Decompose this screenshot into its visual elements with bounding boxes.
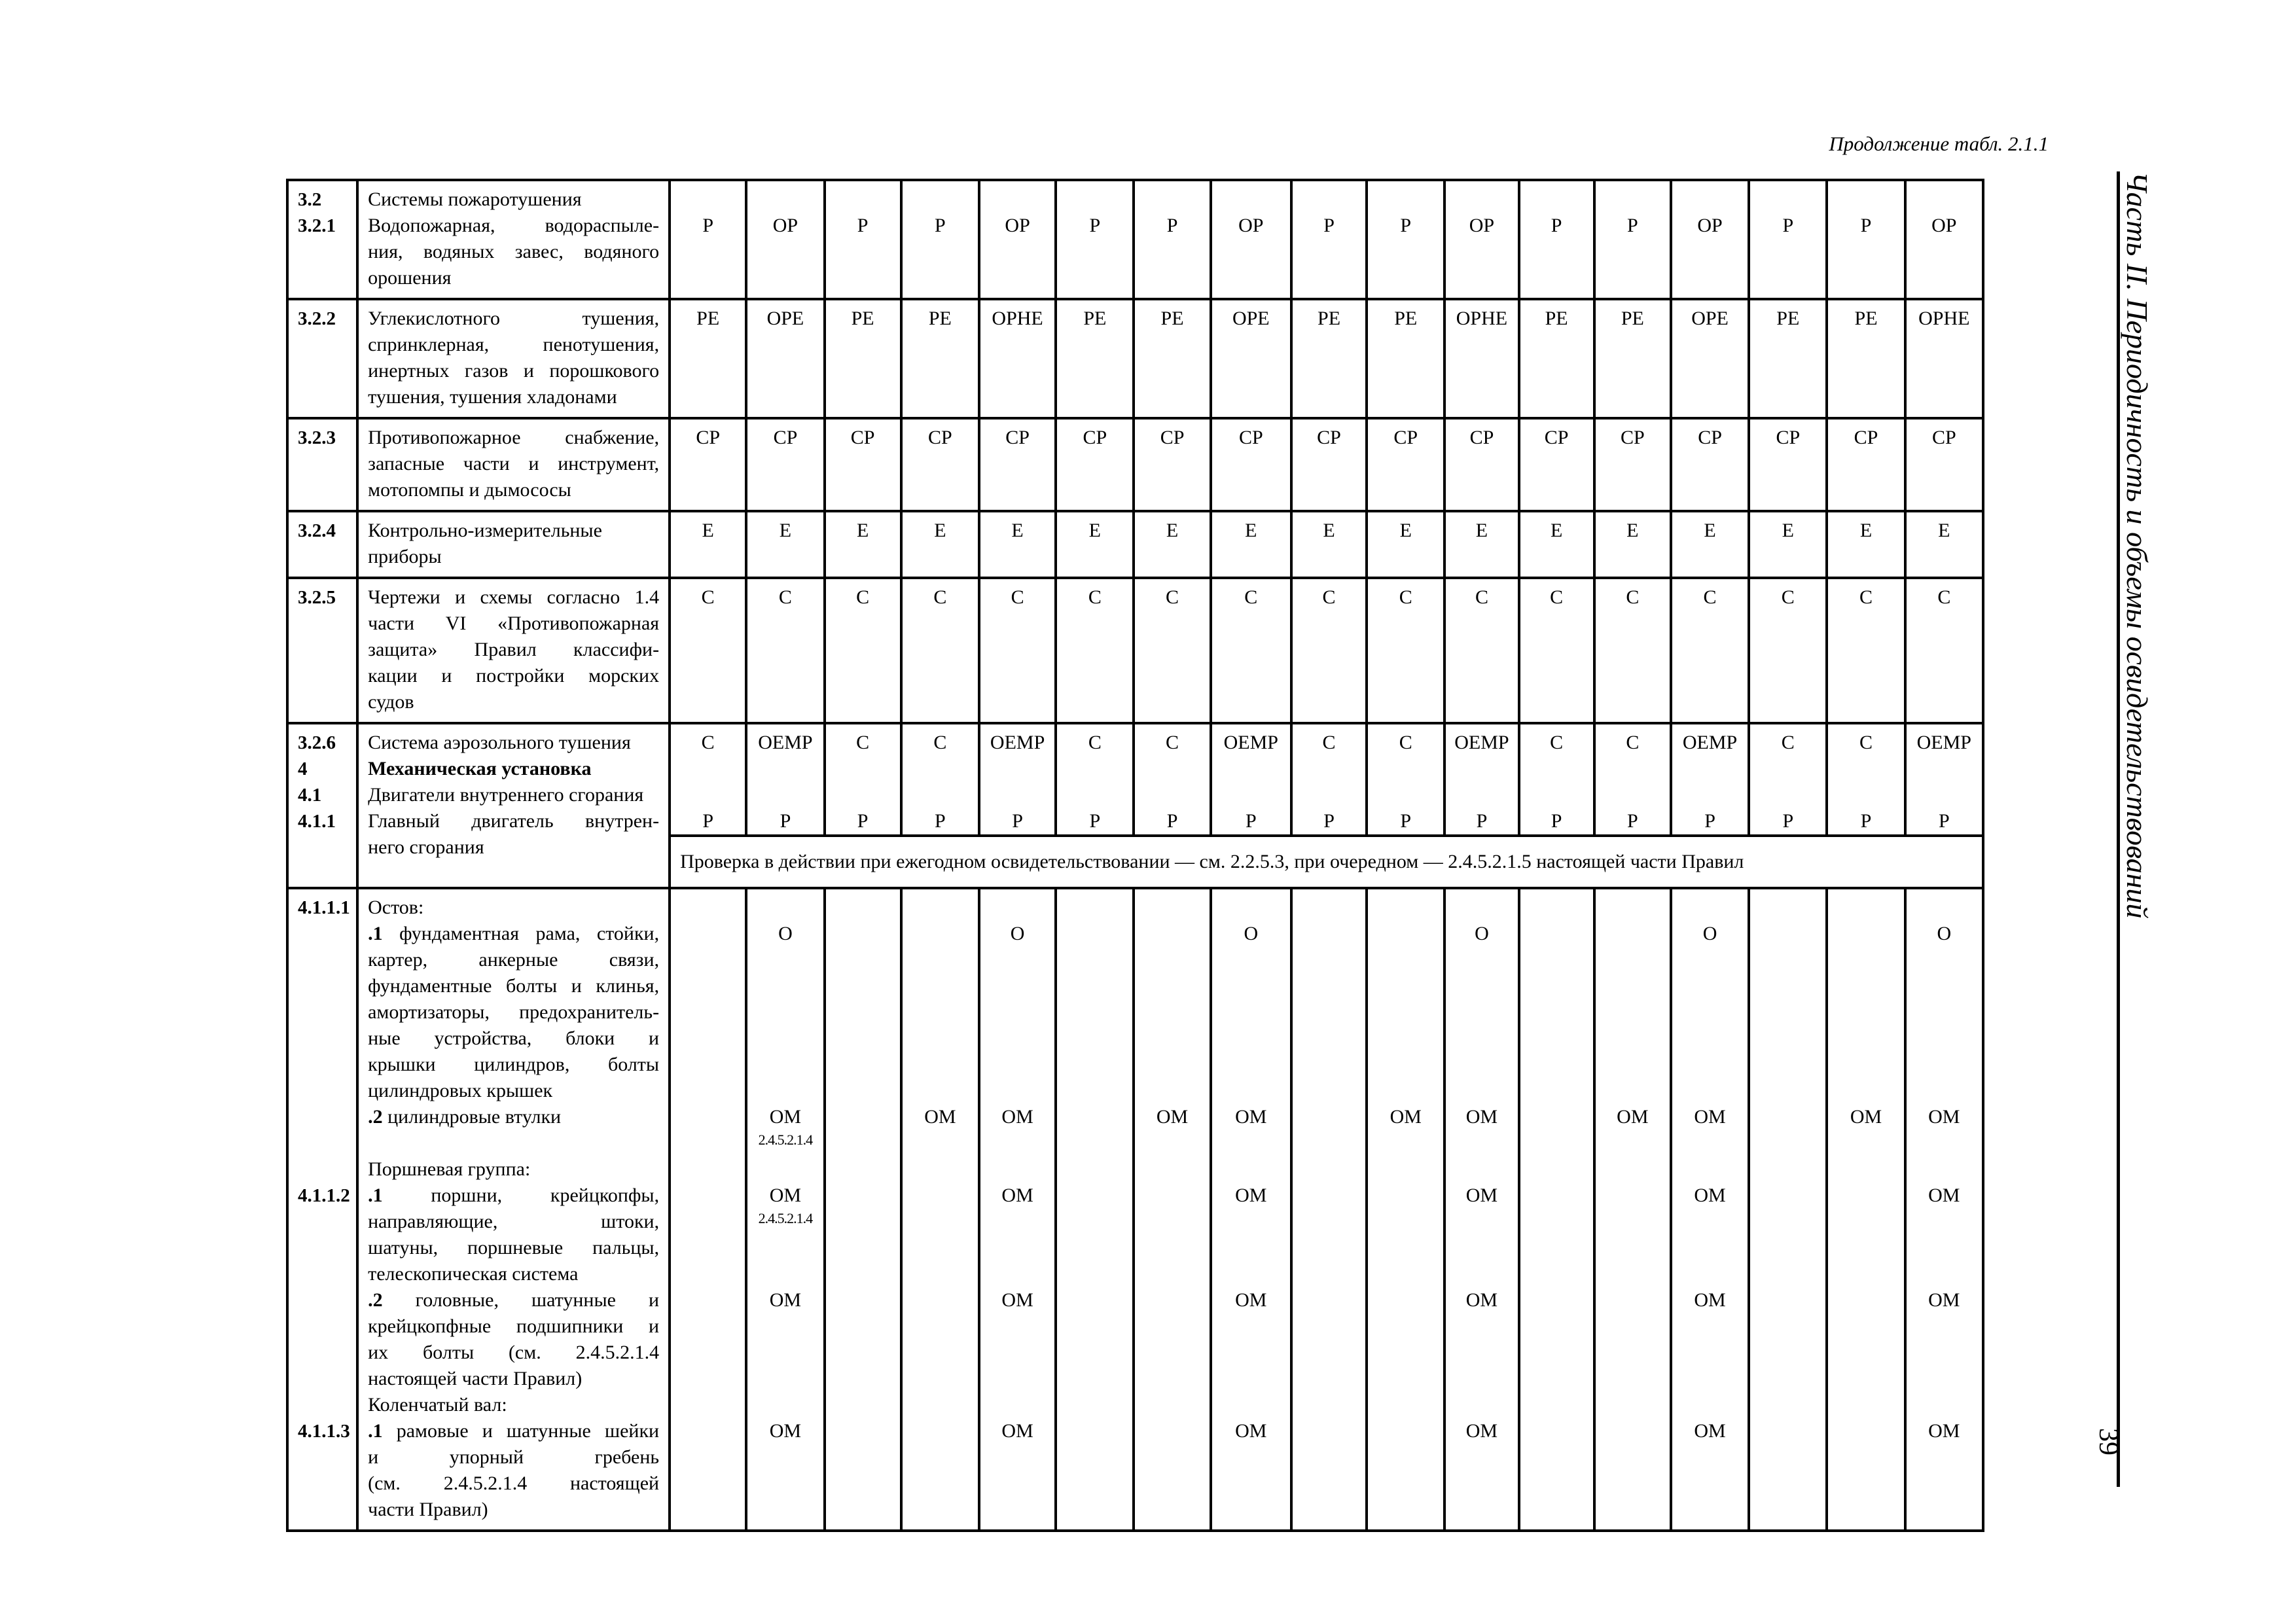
survey-code: Е [979,511,1056,578]
survey-code: С [1671,578,1749,723]
survey-code: Е [1367,511,1444,578]
survey-code: Р [825,180,901,299]
text-line: него сгорания [368,836,484,858]
number-line [298,1156,356,1183]
survey-code: ОЕМР Р [979,723,1056,836]
text-line: Коленчатый вал: [368,1394,507,1416]
number-line [298,1104,356,1130]
page-number: 39 [2093,1428,2123,1455]
text-line: Углекислотного тушения, [368,308,660,329]
number-line [298,1209,356,1235]
survey-code: Р [1291,180,1367,299]
text-line: фундаментные болты и клинья, [368,975,660,997]
text-line: запасные части и инструмент, [368,453,660,474]
survey-code: Е [1594,511,1671,578]
survey-code: Е [1056,511,1134,578]
text-line: их болты (см. 2.4.5.2.1.4 [368,1342,660,1363]
survey-code: Р [1056,180,1134,299]
survey-code: СР [1056,418,1134,511]
survey-code: РЕ [1594,299,1671,418]
survey-code: СР [1905,418,1983,511]
text-line: .1 фундаментная рама, стойки, [368,923,660,944]
survey-code: С [979,578,1056,723]
survey-code: ОРЕ [746,299,824,418]
survey-code: ОР [1671,180,1749,299]
survey-code: ОРНЕ [1444,299,1518,418]
text-line: судов [368,691,414,713]
survey-code: ОЕМР Р [1444,723,1518,836]
text-line: крейцкопфные подшипники и [368,1315,660,1337]
number-line: 4.1.1 [298,811,336,832]
survey-code: Е [1444,511,1518,578]
survey-code: Р [1134,180,1210,299]
survey-code: СР [1367,418,1444,511]
survey-code: СР [825,418,901,511]
text-line: .1 поршни, крейцкопфы, [368,1185,660,1206]
number-line: 3.2.6 [298,732,336,753]
survey-code: С [1444,578,1518,723]
text-line: Противопожарное снабжение, [368,427,660,448]
survey-code: ОЕМР Р [1671,723,1749,836]
survey-code: ОР [746,180,824,299]
survey-code: СР [1749,418,1827,511]
survey-code: Р [1594,180,1671,299]
text-line: Механическая установка [368,758,592,779]
number-line [298,1471,356,1497]
item-description [357,180,670,299]
survey-code: Е [901,511,979,578]
survey-code: РЕ [825,299,901,418]
running-header: Часть II. Периодичность и объемы освидетельствований [2121,171,2154,919]
survey-code: ОЕМР Р [1211,723,1291,836]
text-line: мотопомпы и дымососы [368,479,571,501]
survey-code [670,888,746,1531]
survey-code: С Р [901,723,979,836]
number-line: 3.2.5 [298,587,336,608]
number-line: 3.2 [298,189,322,210]
survey-code: Е [1211,511,1291,578]
number-line [298,1313,356,1340]
item-number [287,418,357,511]
survey-code [1056,888,1134,1531]
number-line [298,1392,356,1418]
number-line: 4.1 [298,785,322,806]
survey-code [1519,888,1594,1531]
text-line: Двигатели внутреннего сгорания [368,784,644,806]
survey-code: Р [901,180,979,299]
survey-code: О ОМ 2.4.5.2.1.4 ОМ 2.4.5.2.1.4 ОМ ОМ [746,888,824,1531]
text-line: Главный двигатель внутрен- [368,810,660,832]
survey-code: О ОМ ОМ ОМ ОМ [1444,888,1518,1531]
survey-code: РЕ [1519,299,1594,418]
text-line: Поршневая группа: [368,1158,531,1180]
survey-code: С [1211,578,1291,723]
text-line: .1 рамовые и шатунные шейки [368,1420,660,1442]
survey-code: Р [1367,180,1444,299]
survey-code: С Р [1827,723,1905,836]
item-number [287,723,357,888]
number-line [298,1340,356,1366]
survey-code: С [746,578,824,723]
survey-code: С [825,578,901,723]
survey-code: РЕ [1367,299,1444,418]
text-line: телескопическая система [368,1263,579,1285]
text-line: амортизаторы, предохранитель- [368,1001,660,1023]
survey-code: С Р [1594,723,1671,836]
survey-code: Р [1827,180,1905,299]
number-line: 3.2.3 [298,427,336,448]
number-line [298,973,356,999]
survey-code: С Р [1056,723,1134,836]
survey-code: СР [670,418,746,511]
survey-code: ОР [979,180,1056,299]
number-line [298,999,356,1026]
survey-code: С [1905,578,1983,723]
text-line: ния, водяных завес, водяного [368,241,660,262]
survey-code: СР [1671,418,1749,511]
survey-code: С Р [1749,723,1827,836]
survey-code: С [1749,578,1827,723]
survey-code: Е [1671,511,1749,578]
table-continuation-label: Продолжение табл. 2.1.1 [1829,132,2049,155]
inspection-note: Проверка в действии при ежегодном освидетельствовании — см. 2.2.5.3, при очередном — 2.4.5.2.1.5 настоящей части Правил [670,836,1983,888]
number-line [298,1026,356,1052]
survey-code: СР [1519,418,1594,511]
survey-code: С Р [1291,723,1367,836]
survey-code: ОМ [901,888,979,1531]
text-line: ные устройства, блоки и [368,1027,660,1049]
survey-code: С [1134,578,1210,723]
item-description [357,888,670,1531]
survey-code: С [1594,578,1671,723]
text-line: кации и постройки морских [368,665,660,687]
item-description [357,511,670,578]
survey-code: ОРЕ [1211,299,1291,418]
item-number [287,578,357,723]
survey-code: ОМ [1367,888,1444,1531]
text-line: инертных газов и порошкового [368,360,660,382]
number-line: 4.1.1.2 [298,1185,350,1206]
number-line [298,947,356,973]
table-row [287,888,1983,1531]
survey-code: С [1291,578,1367,723]
number-line [298,1287,356,1313]
number-line [298,1235,356,1261]
survey-code: Р [1519,180,1594,299]
text-line: цилиндровых крышек [368,1080,553,1101]
item-number [287,180,357,299]
text-line: крышки цилиндров, болты [368,1054,660,1075]
survey-code: С [901,578,979,723]
survey-code [825,888,901,1531]
survey-code: Е [1905,511,1983,578]
survey-code: ОР [1905,180,1983,299]
survey-code: ОМ [1827,888,1905,1531]
survey-code: Е [746,511,824,578]
number-line [298,1052,356,1078]
survey-code: О ОМ ОМ ОМ ОМ [1211,888,1291,1531]
survey-code: С [1827,578,1905,723]
survey-code: С [1056,578,1134,723]
text-line: картер, анкерные связи, [368,949,660,971]
survey-code: СР [1594,418,1671,511]
survey-code: СР [901,418,979,511]
survey-code: О ОМ ОМ ОМ ОМ [1905,888,1983,1531]
text-line: части VI «Противопожарная [368,613,660,634]
survey-code: ОМ [1594,888,1671,1531]
survey-code: Е [1827,511,1905,578]
table-row [287,180,1983,299]
survey-code: С [1367,578,1444,723]
survey-code: СР [746,418,824,511]
survey-code: О ОМ ОМ ОМ ОМ [1671,888,1749,1531]
survey-code: С [670,578,746,723]
survey-code: О ОМ ОМ ОМ ОМ [979,888,1056,1531]
survey-code: РЕ [1291,299,1367,418]
text-line: орошения [368,267,452,289]
number-line [298,1497,356,1523]
survey-code: СР [1827,418,1905,511]
survey-code: ОМ [1134,888,1210,1531]
number-line: 3.2.1 [298,215,336,236]
survey-code: С [1519,578,1594,723]
text-line: Контрольно-измерительные [368,520,602,541]
survey-code: СР [1444,418,1518,511]
survey-code: РЕ [1134,299,1210,418]
text-line: и упорный гребень [368,1446,660,1468]
survey-code: ОР [1444,180,1518,299]
text-line: спринклерная, пенотушения, [368,334,660,355]
text-line: Система аэрозольного тушения [368,732,631,753]
text-line: настоящей части Правил) [368,1368,583,1389]
survey-code: Е [1749,511,1827,578]
survey-code: ОЕМР Р [746,723,824,836]
survey-code: С Р [825,723,901,836]
table-row [287,723,1983,836]
survey-code: РЕ [901,299,979,418]
item-description [357,723,670,888]
survey-code: РЕ [670,299,746,418]
survey-code: С Р [1367,723,1444,836]
item-description [357,418,670,511]
survey-code: Е [825,511,901,578]
table-row [287,299,1983,418]
text-line: части Правил) [368,1499,488,1520]
table-row [287,511,1983,578]
table-row [287,418,1983,511]
number-line [298,1078,356,1104]
text-line: тушения, тушения хладонами [368,386,617,408]
survey-code [1291,888,1367,1531]
text-line [368,1130,659,1156]
text-line: Остов: [368,897,424,918]
survey-code: Е [1519,511,1594,578]
number-line: 3.2.4 [298,520,336,541]
number-line: 4.1.1.1 [298,897,350,918]
text-line: Чертежи и схемы согласно 1.4 [368,586,660,608]
survey-code: С Р [670,723,746,836]
item-number [287,299,357,418]
text-line: защита» Правил классифи- [368,639,660,660]
text-line: .2 головные, шатунные и [368,1289,660,1311]
number-line [298,1366,356,1392]
survey-code: Е [670,511,746,578]
survey-code: СР [1211,418,1291,511]
survey-code: СР [979,418,1056,511]
survey-code: ОР [1211,180,1291,299]
survey-code: РЕ [1827,299,1905,418]
survey-table [286,179,1984,1532]
survey-code: РЕ [1749,299,1827,418]
text-line: Водопожарная, водораспыле- [368,215,660,236]
number-line [298,1130,356,1156]
survey-code: С Р [1134,723,1210,836]
text-line: направляющие, штоки, [368,1211,660,1232]
survey-code [1749,888,1827,1531]
survey-code: ОРЕ [1671,299,1749,418]
number-line: 4.1.1.3 [298,1421,350,1442]
text-line: (см. 2.4.5.2.1.4 настоящей [368,1472,660,1494]
item-number [287,888,357,1531]
item-number [287,511,357,578]
table-row [287,578,1983,723]
survey-code: Р [1749,180,1827,299]
text-line: шатуны, поршневые пальцы, [368,1237,660,1258]
text-line: Системы пожаротушения [368,188,582,210]
number-line: 3.2.2 [298,308,336,329]
survey-code: РЕ [1056,299,1134,418]
survey-code: СР [1291,418,1367,511]
item-description [357,578,670,723]
text-line: приборы [368,546,442,567]
survey-code: ОЕМР Р [1905,723,1983,836]
survey-code: ОРНЕ [979,299,1056,418]
number-line: 4 [298,758,308,779]
text-line: .2 цилиндровые втулки [368,1106,562,1128]
survey-code: Е [1291,511,1367,578]
survey-code: С Р [1519,723,1594,836]
item-description [357,299,670,418]
survey-code: Е [1134,511,1210,578]
number-line [298,1261,356,1287]
survey-code: Р [670,180,746,299]
number-line [298,921,356,947]
number-line [298,1444,356,1471]
survey-code: ОРНЕ [1905,299,1983,418]
survey-code: СР [1134,418,1210,511]
